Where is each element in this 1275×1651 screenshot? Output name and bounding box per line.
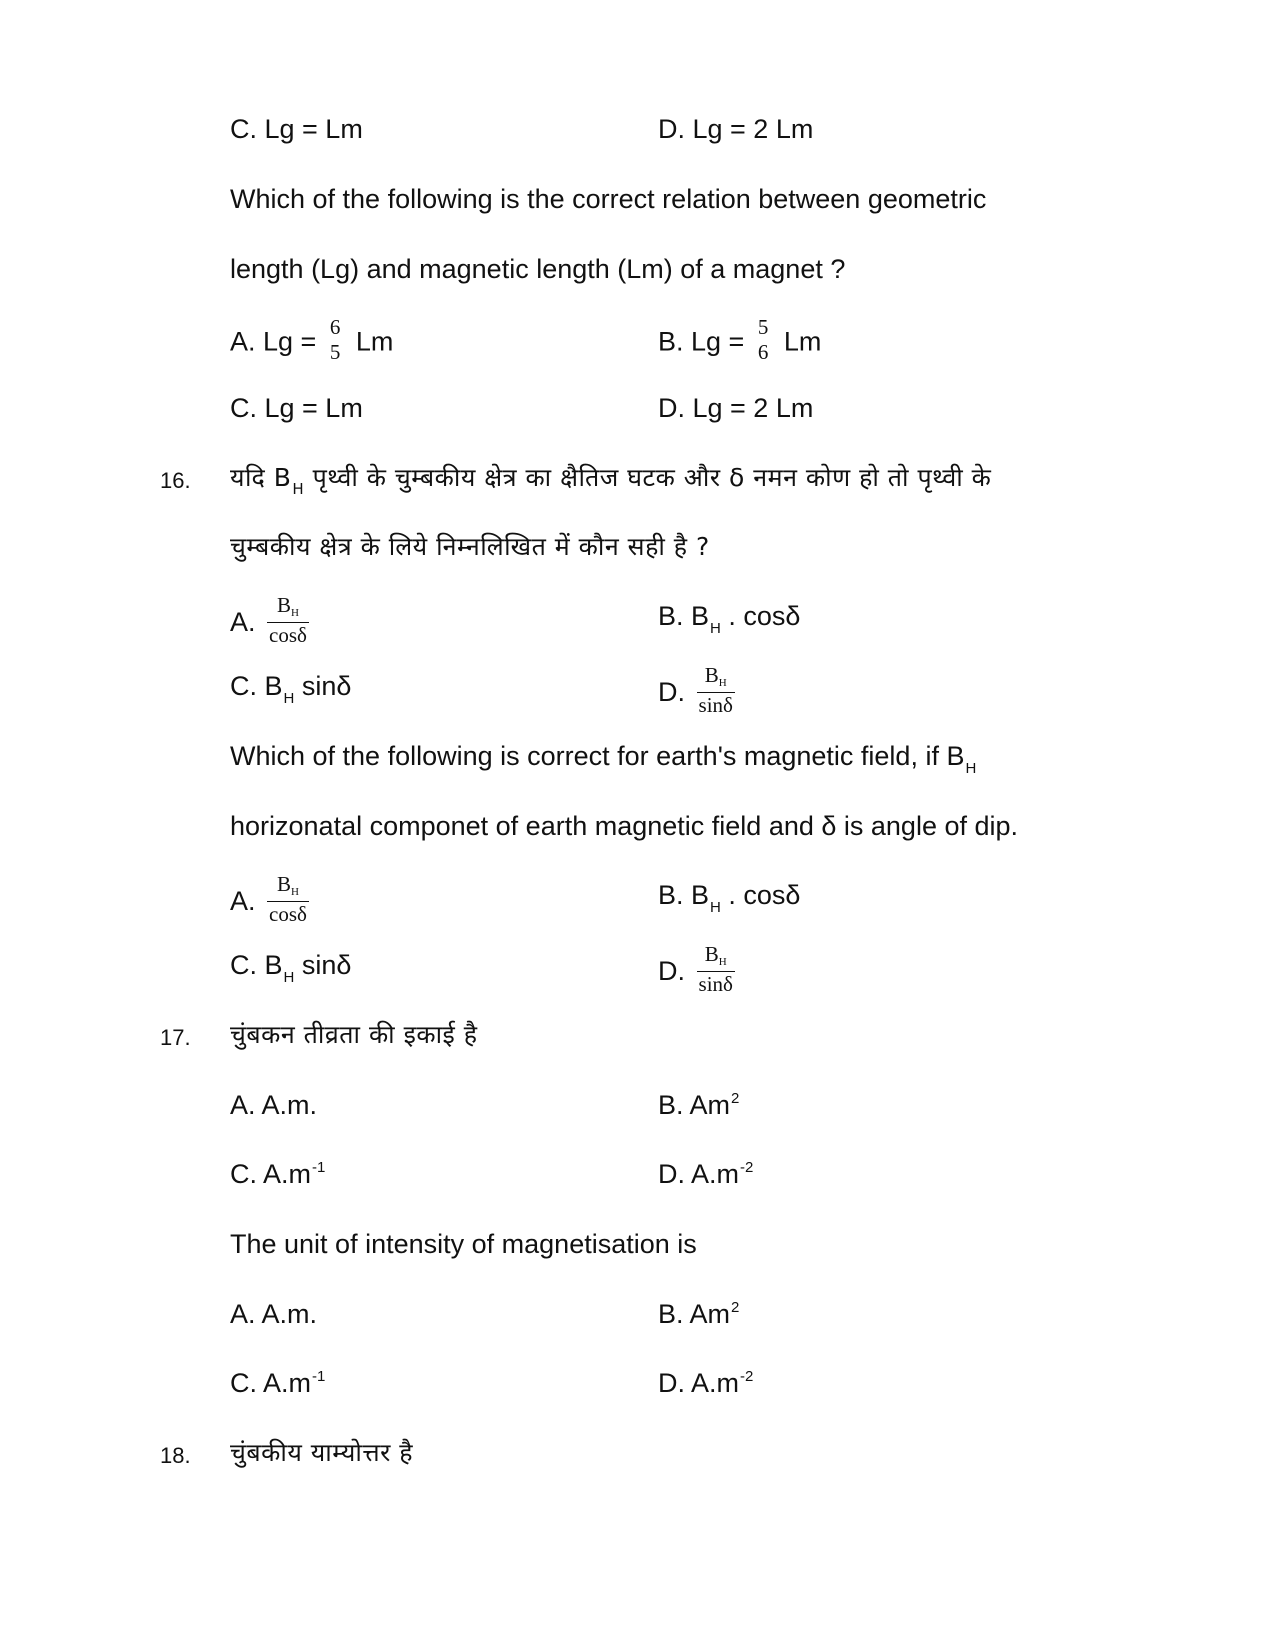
subscript: H <box>710 899 721 916</box>
question-text-hindi: चुंबकीय याम्योत्तर है <box>230 1438 414 1467</box>
option-label: A. <box>230 607 256 638</box>
subscript: H <box>965 760 977 777</box>
option-label: C. B <box>230 671 283 701</box>
option-label: C. B <box>230 950 283 980</box>
unit: Lm <box>355 326 394 357</box>
text: B. Am <box>658 1090 731 1120</box>
option-d <box>658 663 741 720</box>
superscript: -1 <box>312 1368 326 1385</box>
option-label: D. <box>658 956 685 987</box>
fraction <box>328 316 343 363</box>
option-label: D. <box>658 677 685 708</box>
option-b <box>658 877 800 918</box>
option-d <box>658 1156 753 1197</box>
option-d <box>658 942 741 999</box>
option-b <box>658 1296 739 1337</box>
option-d: D. Lg = 2 Lm <box>658 114 814 144</box>
option-b <box>658 598 800 639</box>
symbol: B <box>704 663 719 687</box>
denominator: 5 <box>329 340 341 364</box>
option-label: A. Lg = <box>230 326 317 357</box>
symbol: B <box>276 872 291 896</box>
option-b <box>658 1087 739 1128</box>
text: C. A.m <box>230 1159 312 1189</box>
text: D. A.m <box>658 1159 740 1189</box>
subscript: H <box>283 969 295 986</box>
numerator: 6 <box>329 315 341 339</box>
numerator <box>703 664 729 692</box>
text: C. A.m <box>230 1368 312 1398</box>
subscript: H <box>718 956 727 968</box>
option-b <box>658 315 822 367</box>
option-a: A. A.m. <box>230 1299 318 1329</box>
denominator: cosδ <box>269 623 307 647</box>
fraction <box>697 664 735 716</box>
text: . cosδ <box>728 880 801 910</box>
option-label: B. Lg = <box>658 326 745 357</box>
question-text <box>230 738 976 779</box>
subscript: H <box>283 690 295 707</box>
numerator: 5 <box>757 315 769 339</box>
option-a <box>230 593 315 650</box>
question-number: 16. <box>160 468 191 493</box>
fraction <box>267 594 309 646</box>
question-text: Which of the following is the correct relation between geometric <box>230 184 987 214</box>
text: sinδ <box>301 671 352 701</box>
option-a: A. A.m. <box>230 1090 318 1120</box>
question-number: 18. <box>160 1443 191 1468</box>
superscript: -2 <box>740 1159 754 1176</box>
option-a <box>230 315 394 367</box>
subscript: H <box>291 886 299 898</box>
text: यदि B <box>230 463 292 492</box>
denominator: 6 <box>757 340 769 364</box>
denominator: sinδ <box>698 972 733 996</box>
question-text-hindi: चुम्बकीय क्षेत्र के लिये निम्नलिखित में कौन सही है ? <box>230 532 710 561</box>
option-c <box>230 947 351 988</box>
option-c: C. Lg = Lm <box>230 393 363 423</box>
option-a <box>230 872 315 929</box>
denominator: cosδ <box>269 902 307 926</box>
text: B. Am <box>658 1299 731 1329</box>
option-c <box>230 1365 325 1406</box>
option-c <box>230 1156 325 1197</box>
symbol: B <box>276 593 291 617</box>
option-c: C. Lg = Lm <box>230 114 363 144</box>
superscript: 2 <box>731 1090 740 1107</box>
question-text-hindi <box>230 460 991 499</box>
superscript: -1 <box>312 1159 326 1176</box>
superscript: -2 <box>740 1368 754 1385</box>
question-text: length (Lg) and magnetic length (Lm) of a magnet ? <box>230 254 846 284</box>
fraction <box>697 943 735 995</box>
numerator <box>703 943 729 971</box>
numerator <box>275 873 301 901</box>
subscript: H <box>292 480 305 498</box>
option-label: B. B <box>658 880 710 910</box>
subscript: H <box>710 620 721 637</box>
fraction <box>756 316 771 363</box>
option-d <box>658 1365 753 1406</box>
subscript: H <box>291 607 299 619</box>
option-c <box>230 668 351 709</box>
text: sinδ <box>301 950 352 980</box>
option-label: A. <box>230 886 256 917</box>
option-label: B. B <box>658 601 710 631</box>
text: D. A.m <box>658 1368 740 1398</box>
numerator <box>275 594 301 622</box>
text: Which of the following is correct for earth's magnetic field, if B <box>230 741 965 771</box>
fraction <box>267 873 309 925</box>
option-d: D. Lg = 2 Lm <box>658 393 814 423</box>
question-number: 17. <box>160 1025 191 1050</box>
text: पृथ्वी के चुम्बकीय क्षेत्र का क्षैतिज घटक और δ नमन कोण हो तो पृथ्वी के <box>304 463 992 492</box>
unit: Lm <box>783 326 822 357</box>
question-text-hindi: चुंबकन तीव्रता की इकाई है <box>230 1020 478 1049</box>
denominator: sinδ <box>698 693 733 717</box>
question-text: horizonatal componet of earth magnetic field and δ is angle of dip. <box>230 811 1019 841</box>
subscript: H <box>718 677 727 689</box>
symbol: B <box>704 942 719 966</box>
superscript: 2 <box>731 1299 740 1316</box>
text: . cosδ <box>728 601 801 631</box>
question-text: The unit of intensity of magnetisation is <box>230 1229 697 1259</box>
